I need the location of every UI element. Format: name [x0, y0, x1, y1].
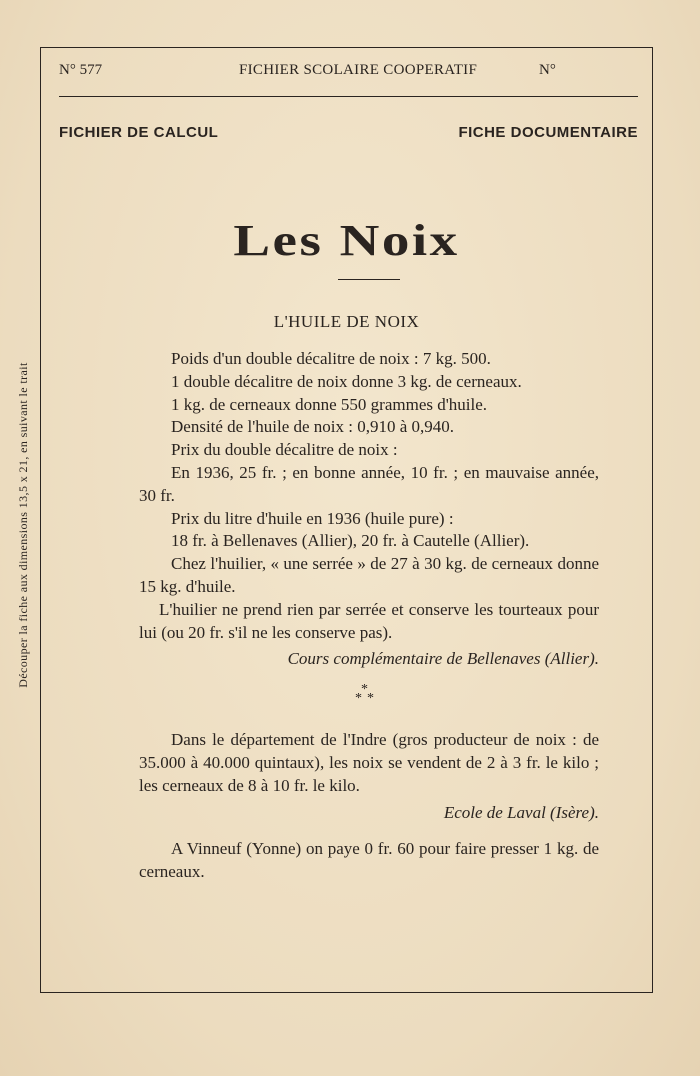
text-line: 1 kg. de cerneaux donne 550 grammes d'huile. — [171, 394, 488, 414]
text-line: L'huilier ne prend rien par serrée et conserve les tourteaux pour lui (ou 20 fr. s'il ne les conserve pas). — [139, 599, 599, 642]
label-fichier-calcul: FICHIER DE CALCUL — [59, 124, 219, 141]
label-fiche-documentaire: FICHE DOCUMENTAIRE — [458, 124, 638, 141]
text-line: Prix du double décalitre de noix : — [171, 440, 398, 460]
vinneuf-paragraph: A Vinneuf (Yonne) on paye 0 fr. 60 pour faire presser 1 kg. de cerneaux. — [139, 839, 599, 882]
text-line: 18 fr. à Bellenaves (Allier), 20 fr. à Cautelle (Allier). — [171, 531, 530, 551]
asterisk: * — [361, 682, 368, 698]
text-line: En 1936, 25 fr. ; en bonne année, 10 fr. ; en mauvaise année, 30 fr. — [139, 462, 599, 505]
text-line: 1 double décalitre de noix donne 3 kg. de cerneaux. — [171, 371, 522, 391]
section-subtitle: L'HUILE DE NOIX — [273, 312, 420, 331]
title-divider — [338, 279, 400, 280]
card-number: N° 577 — [59, 62, 103, 78]
asterisk: * — [367, 691, 374, 707]
header-divider — [59, 96, 638, 97]
text-line: Chez l'huilier, « une serrée » de 27 à 30 kg. de cerneaux donne 15 kg. d'huile. — [139, 554, 599, 596]
collection-title: FICHIER SCOLAIRE COOPERATIF — [239, 62, 478, 78]
secondary-number: N° — [539, 62, 556, 78]
page-title: Les Noix — [233, 216, 460, 265]
source-bellenaves: Cours complémentaire de Bellenaves (Allier). — [287, 649, 599, 669]
card-frame — [40, 47, 653, 993]
card-header — [59, 62, 638, 84]
text-line: Densité de l'huile de noix : 0,910 à 0,940. — [171, 417, 455, 437]
indre-paragraph: Dans le département de l'Indre (gros producteur de noix : de 35.000 à 40.000 quintaux), les noix se vendent de 2 à 3 fr. le kilo ; les cerneaux de 8 à 10 fr. le kilo. — [139, 730, 599, 795]
asterism-separator — [139, 679, 599, 709]
text-line: Prix du litre d'huile en 1936 (huile pure) : — [171, 508, 454, 528]
cutting-instruction: Découper la fiche aux dimensions 13,5 x 21, en suivant le trait — [16, 362, 30, 688]
asterisk: * — [355, 691, 362, 707]
text-line: Poids d'un double décalitre de noix : 7 kg. 500. — [171, 349, 491, 368]
source-laval: Ecole de Laval (Isère). — [443, 802, 599, 822]
document-body — [139, 348, 599, 884]
